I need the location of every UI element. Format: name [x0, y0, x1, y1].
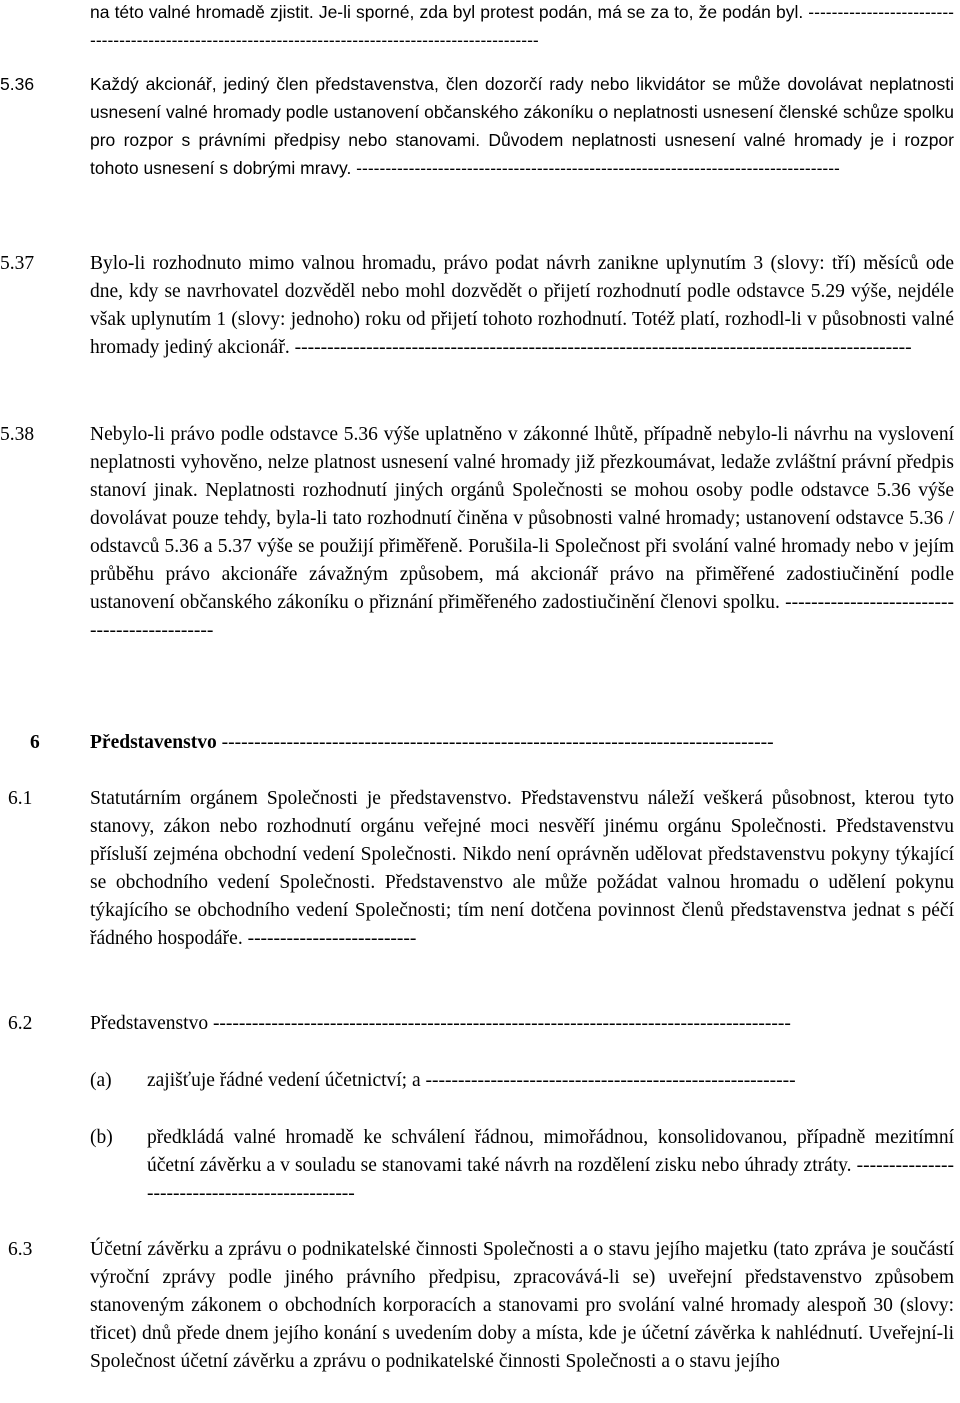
clause-text: Představenstvo ----------------------------------------------------------------------------------------- [90, 1013, 791, 1034]
clause-number: 6.3 [8, 1239, 33, 1260]
clause-number: 6.1 [8, 788, 33, 809]
section-number: 5.37 [0, 253, 35, 274]
clause-text: Účetní závěrku a zprávu o podnikatelské činnosti Společnosti a o stavu jejího majetku (tato zpráva je součástí výroční zprávy podle jiného právního předpisu, zpracovává-li se) uveřejní představenstvo způsobem stanoveným zákonem o obchodních korporacích a stanovami pro svolání valné hromady alespoň 30 (slovy: třicet) dnů přede dnem jejího konání s uvedením doby a místa, kde je účetní závěrka k nahlédnutí. Uveřejní-li Společnost účetní závěrku a zprávu o podnikatelské činnosti Společnosti a o stavu jejího [90, 1239, 954, 1372]
clause-number: 6.2 [8, 1013, 33, 1034]
clause-text: Statutárním orgánem Společnosti je představenstvo. Představenstvu náleží veškerá působnost, kterou tyto stanovy, zákon nebo rozhodnutí orgánu veřejné moci nesvěří jinému orgánu Společnosti. Představenstvu přísluší zejména obchodní vedení Společnosti. Nikdo není oprávněn udělovat představenstvu pokyny týkající se obchodního vedení Společnosti. Představenstvo ale může požádat valnou hromadu o udělení pokynu týkajícího se obchodního vedení Společnosti; tím není dotčena povinnost členů představenstva jednat s péčí řádného hospodáře. -------------------------- [90, 788, 954, 949]
section-number: 5.38 [0, 424, 35, 445]
list-text: zajišťuje řádné vedení účetnictví; a --------------------------------------------------------- [147, 1070, 796, 1091]
chapter-number: 6 [30, 732, 40, 753]
section-number: 5.36 [0, 74, 35, 94]
list-letter: (b) [90, 1127, 113, 1148]
section-text: Každý akcionář, jediný člen představenstva, člen dozorčí rady nebo likvidátor se může dovolávat neplatnosti usnesení valné hromady podle ustanovení občanského zákoníku o neplatnosti usnesení členské schůze spolku pro rozpor s právními předpisy nebo stanovami. Důvodem neplatnosti usnesení valné hromady je i rozpor tohoto usnesení s dobrými mravy. ----------------------------------------------------------------------------------- [90, 74, 954, 178]
chapter-dashes: ------------------------------------------------------------------------------------- [216, 732, 774, 753]
continuation-paragraph: na této valné hromadě zjistit. Je-li sporné, zda byl protest podán, má se za to, že podán byl. ------------------------------------------------------------------------------------------------------ [90, 2, 954, 50]
list-letter: (a) [90, 1070, 112, 1091]
chapter-title: Představenstvo [90, 732, 217, 753]
list-text: předkládá valné hromadě ke schválení řádnou, mimořádnou, konsolidovanou, případně mezitímní účetní závěrku a v souladu se stanovami také návrh na rozdělení zisku nebo úhrady ztráty. ----------------------------------------------- [147, 1127, 954, 1204]
section-text: Bylo-li rozhodnuto mimo valnou hromadu, právo podat návrh zanikne uplynutím 3 (slovy: tří) měsíců ode dne, kdy se navrhovatel dozvěděl nebo mohl dozvědět o přijetí rozhodnutí podle odstavce 5.29 výše, nejdéle však uplynutím 1 (slovy: jednoho) roku od přijetí tohoto rozhodnutí. Totéž platí, rozhodl-li v působnosti valné hromady jediný akcionář. ----------------------------------------------------------------------------------------------- [90, 253, 954, 358]
section-text: Nebylo-li právo podle odstavce 5.36 výše uplatněno v zákonné lhůtě, případně nebylo-li návrhu na vyslovení neplatnosti vyhověno, nelze platnost usnesení valné hromady již přezkoumávat, ledaže zvláštní právní předpis stanoví jinak. Neplatnosti rozhodnutí jiných orgánů Společnosti se mohou osoby podle odstavce 5.36 výše dovolávat pouze tehdy, byla-li tato rozhodnutí činěna v působnosti valné hromady; ustanovení odstavce 5.36 / odstavců 5.36 a 5.37 výše se použijí přiměřeně. Porušila-li Společnost při svolání valné hromady nebo v jejím průběhu právo akcionáře závažným způsobem, má akcionář právo na přiměřené zadostiučinění podle ustanovení občanského zákoníku o přiznání přiměřeného zadostiučinění členovi spolku. --------------------------------------------- [90, 424, 954, 641]
